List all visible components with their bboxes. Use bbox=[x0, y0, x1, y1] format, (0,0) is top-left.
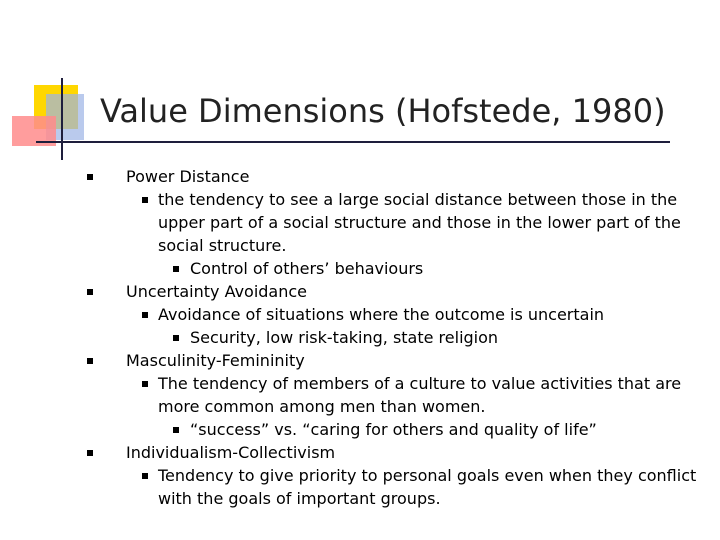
square-bullet-icon bbox=[87, 174, 93, 180]
square-bullet-icon bbox=[142, 312, 148, 318]
square-bullet-icon bbox=[142, 381, 148, 387]
topic-heading: Power Distance bbox=[126, 167, 250, 186]
slide-title: Value Dimensions (Hofstede, 1980) bbox=[100, 92, 666, 130]
square-bullet-icon bbox=[87, 450, 93, 456]
square-bullet-icon bbox=[173, 335, 179, 341]
square-bullet-icon bbox=[87, 358, 93, 364]
topic-heading: Uncertainty Avoidance bbox=[126, 282, 308, 301]
square-bullet-icon bbox=[173, 427, 179, 433]
topic-heading: Masculinity-Femininity bbox=[126, 351, 305, 370]
topic-detail: Tendency to give priority to personal goals even when they conflict with the goals of important groups. bbox=[158, 466, 697, 508]
square-bullet-icon bbox=[142, 197, 148, 203]
topic-heading: Individualism-Collectivism bbox=[126, 443, 336, 462]
topic-detail: Avoidance of situations where the outcome is uncertain bbox=[158, 305, 605, 324]
square-bullet-icon bbox=[173, 266, 179, 272]
topic-example: “success” vs. “caring for others and quality of life” bbox=[190, 420, 597, 439]
topic-example: Security, low risk-taking, state religion bbox=[190, 328, 499, 347]
topic-example: Control of others’ behaviours bbox=[190, 259, 424, 278]
topic-detail: the tendency to see a large social distance between those in the upper part of a social structure and those in the lower part of the social structure. bbox=[158, 190, 681, 255]
slide-body bbox=[0, 165, 720, 510]
topic-individualism-collectivism bbox=[0, 441, 720, 510]
title-underline-rule bbox=[36, 141, 670, 143]
square-bullet-icon bbox=[87, 289, 93, 295]
topic-power-distance bbox=[0, 165, 720, 280]
title-decoration-vertical-rule bbox=[61, 78, 63, 160]
topic-uncertainty-avoidance bbox=[0, 280, 720, 349]
topic-detail: The tendency of members of a culture to value activities that are more common among men than women. bbox=[158, 374, 682, 416]
topic-masculinity-femininity bbox=[0, 349, 720, 441]
square-bullet-icon bbox=[142, 473, 148, 479]
